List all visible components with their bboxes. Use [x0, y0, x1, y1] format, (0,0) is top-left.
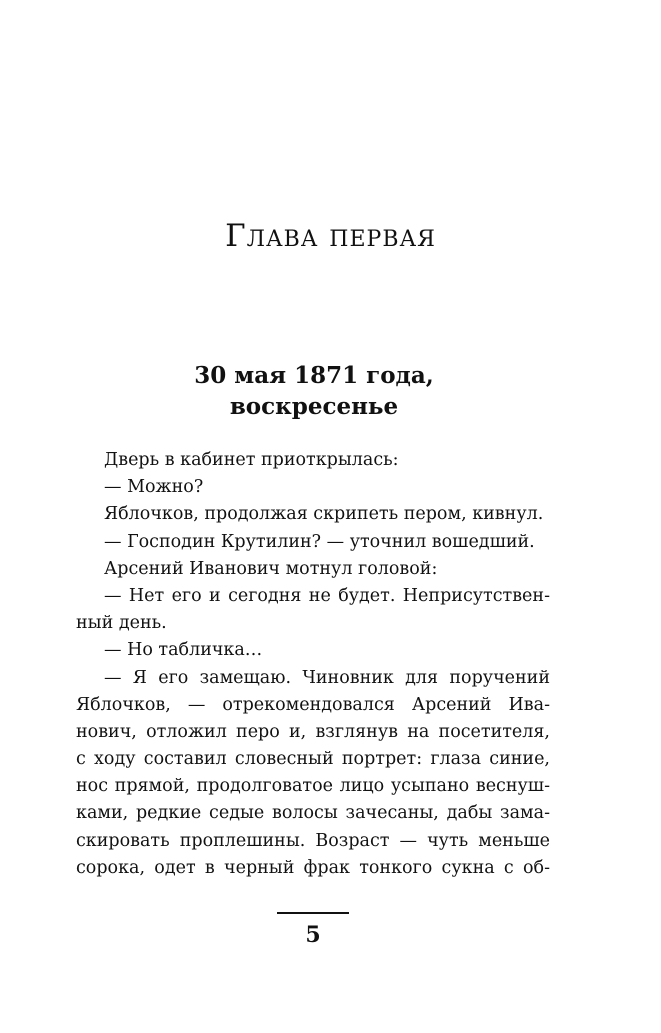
text-line: нос прямой, продолговатое лицо усыпано веснуш- — [76, 776, 550, 797]
section-weekday: воскресенье — [229, 393, 399, 420]
text-line: — Но табличка… — [104, 640, 263, 661]
text-line: Арсений Иванович мотнул головой: — [104, 558, 438, 579]
footer-rule — [277, 912, 349, 914]
section-date: 30 мая 1871 года, — [194, 362, 434, 389]
text-line: с ходу составил словесный портрет: глаза синие, — [76, 749, 550, 770]
text-line: Яблочков, — отрекомендовался Арсений Ива- — [76, 694, 550, 715]
section-heading — [0, 360, 628, 422]
page-number: 5 — [305, 922, 321, 948]
chapter-title: Глава первая — [225, 218, 436, 254]
body-text — [76, 447, 550, 882]
text-line: Яблочков, продолжая скрипеть пером, кивнул. — [104, 504, 544, 525]
text-line: ками, редкие седые волосы зачесаны, дабы зама- — [76, 803, 550, 824]
text-line: — Можно? — [104, 477, 204, 498]
text-line: Дверь в кабинет приоткрылась: — [104, 450, 399, 470]
text-line: сорока, одет в черный фрак тонкого сукна с об- — [76, 857, 550, 878]
text-line: — Я его замещаю. Чиновник для поручений — [104, 667, 550, 688]
text-line: — Господин Крутилин? — уточнил вошедший. — [104, 531, 535, 552]
text-line: скировать проплешины. Возраст — чуть меньше — [76, 830, 550, 851]
text-line: ный день. — [76, 613, 167, 634]
text-line: — Нет его и сегодня не будет. Неприсутствен- — [104, 585, 550, 606]
text-line: нович, отложил перо и, взглянув на посетителя, — [76, 721, 550, 742]
